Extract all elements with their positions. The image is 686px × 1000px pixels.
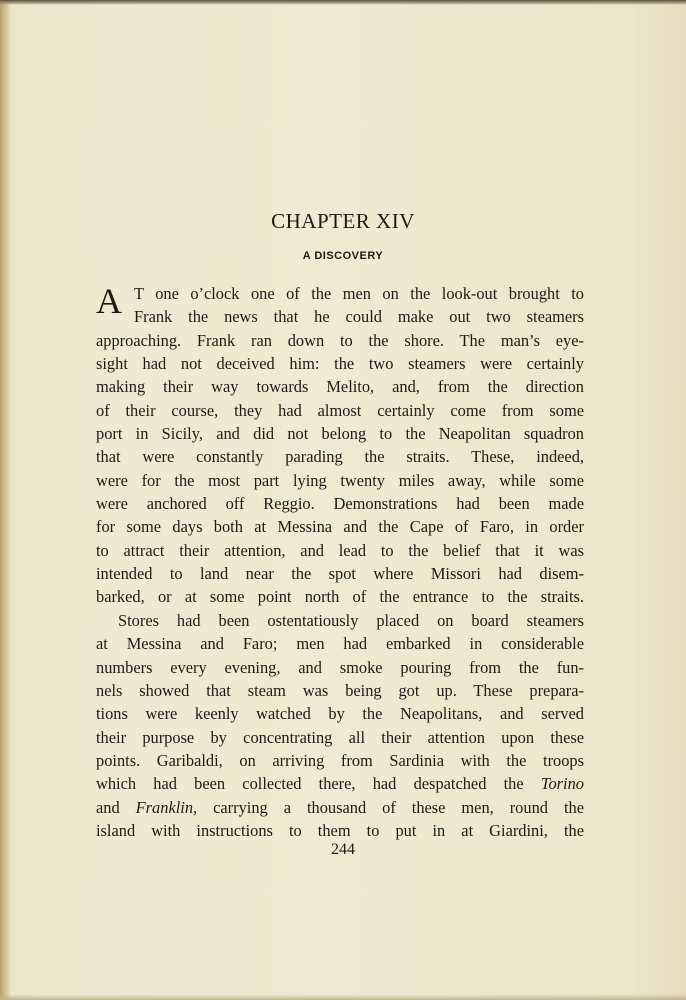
text-line: tions were keenly watched by the Neapolitans, and served [96, 704, 584, 724]
ship-name-franklin: Franklin, [135, 797, 198, 817]
text-segment: and [96, 797, 120, 817]
text-line: island with instructions to them to put in at Giardini, the [96, 820, 584, 840]
chapter-subtitle: A DISCOVERY [302, 250, 384, 262]
text-line: points. Garibaldi, on arriving from Sardinia with the troops [96, 750, 584, 770]
chapter-title: CHAPTER XIV [271, 209, 415, 233]
text-segment: carrying a thousand of these men, round the [213, 797, 584, 817]
text-line: making their way towards Melito, and, from the direction [96, 377, 584, 397]
text-line [96, 796, 584, 819]
text-line: T one o’clock one of the men on the look-out brought to [134, 284, 584, 303]
text-line: numbers every evening, and smoke pouring from the fun- [96, 657, 584, 677]
text-line: Frank the news that he could make out two steamers [134, 307, 584, 327]
drop-cap: A [96, 281, 122, 321]
text-line: approaching. Frank ran down to the shore. The man’s eye- [96, 330, 584, 350]
text-line: of their course, they had almost certainly come from some [96, 400, 584, 420]
text-line: sight had not deceived him: the two steamers were certainly [96, 354, 584, 374]
text-line: at Messina and Faro; men had embarked in considerable [96, 634, 584, 654]
page-bottom-edge [0, 994, 686, 1000]
text-line: were for the most part lying twenty miles away, while some [96, 470, 584, 490]
text-line: for some days both at Messina and the Cape of Faro, in order [96, 517, 584, 537]
text-line: their purpose by concentrating all their attention upon these [96, 727, 584, 747]
page-top-edge [0, 0, 686, 5]
text-line: were anchored off Reggio. Demonstrations had been made [96, 494, 584, 514]
text-line: Stores had been ostentatiously placed on board steamers [118, 610, 584, 630]
text-segment: which had been collected there, had despatched the [96, 774, 524, 794]
text-line: barked, or at some point north of the entrance to the straits. [96, 587, 584, 607]
text-line: nels showed that steam was being got up. These prepara- [96, 680, 584, 700]
text-line: port in Sicily, and did not belong to the Neapolitan squadron [96, 424, 584, 444]
text-line: intended to land near the spot where Missori had disem- [96, 564, 584, 584]
page-number: 244 [331, 841, 355, 858]
ship-name-torino: Torino [540, 774, 584, 794]
body-text [96, 282, 584, 842]
text-line: that were constantly parading the straits. These, indeed, [96, 447, 584, 467]
text-line [96, 772, 584, 795]
text-line: to attract their attention, and lead to the belief that it was [96, 540, 584, 560]
